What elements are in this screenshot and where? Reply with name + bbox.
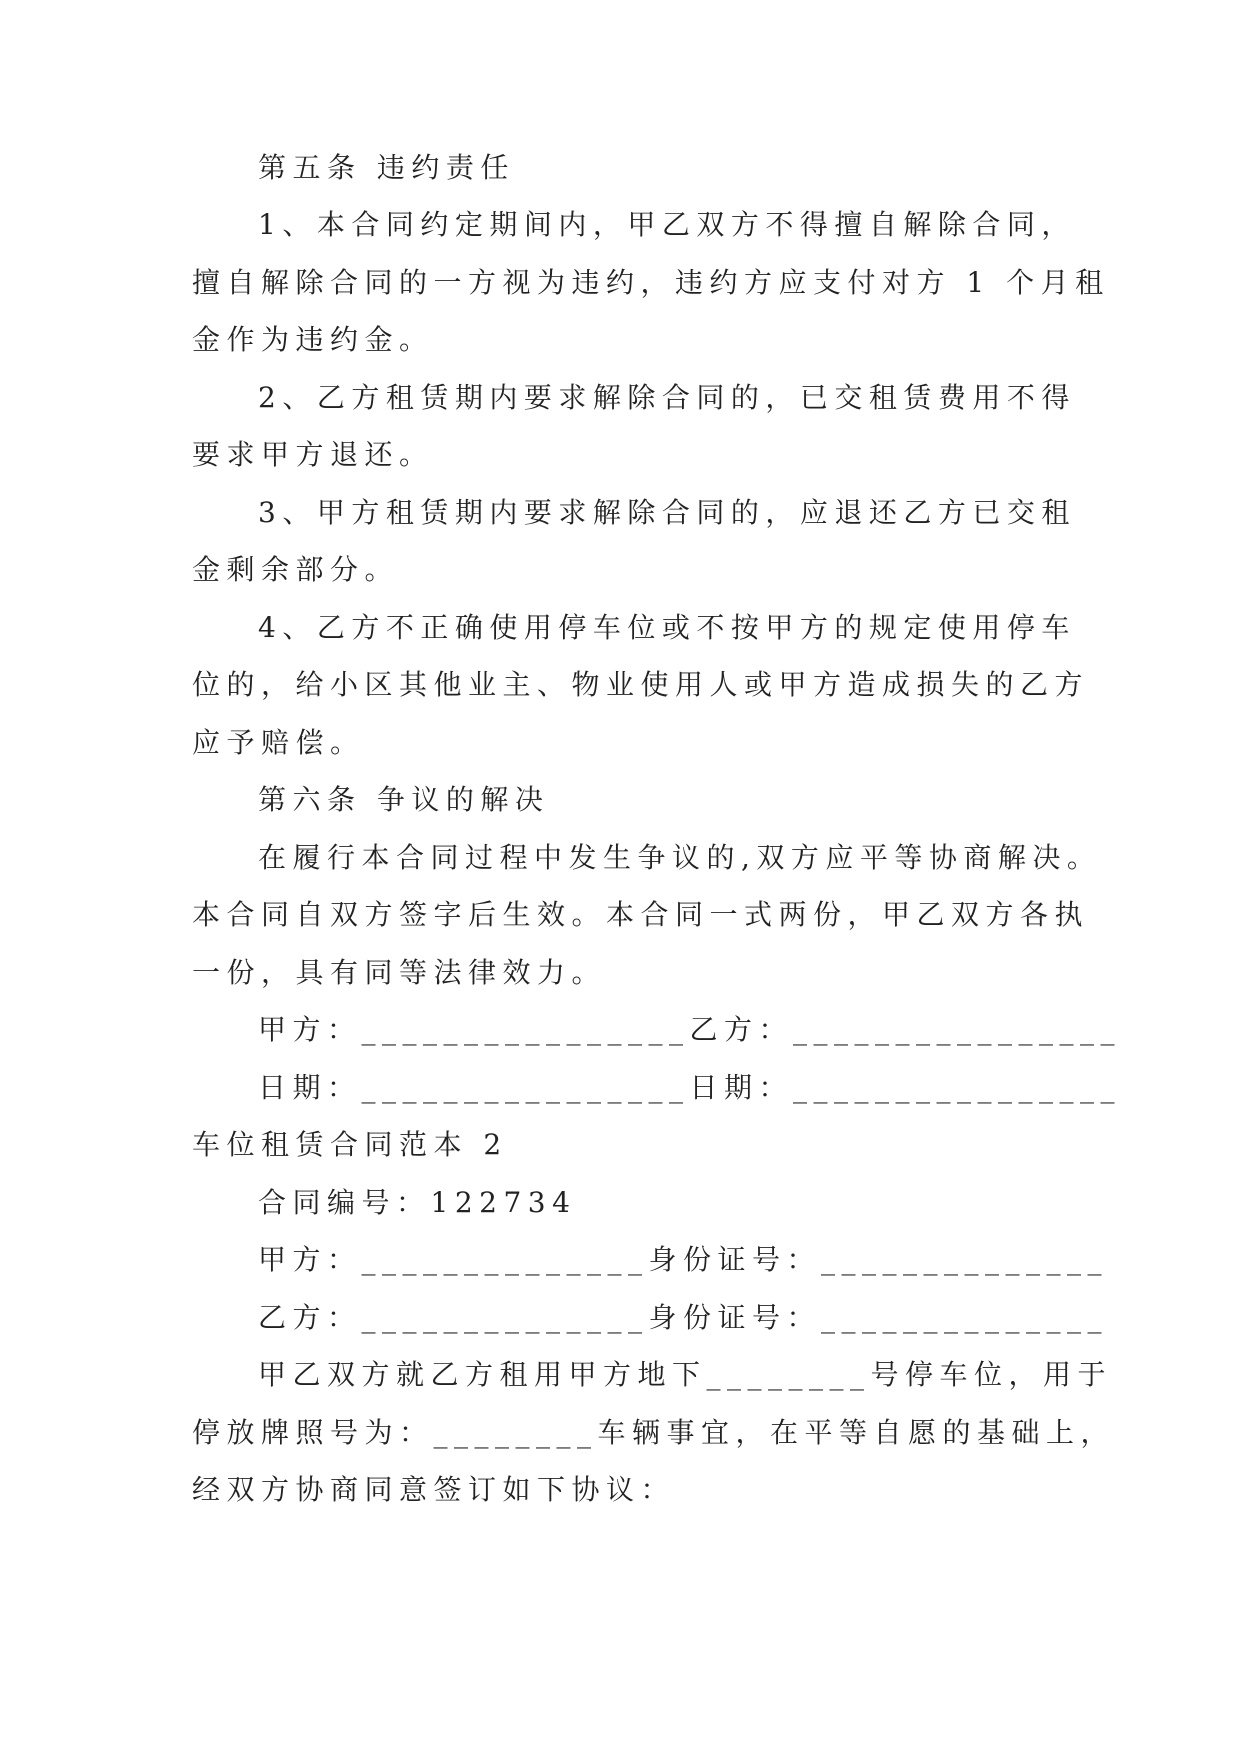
clause-5-2-line-1: 2、乙方租赁期内要求解除合同的，已交租赁费用不得 xyxy=(258,381,1076,414)
article-6-heading: 第六条 争议的解决 xyxy=(258,783,550,816)
article-6-line-1: 在履行本合同过程中发生争议的,双方应平等协商解决。 xyxy=(258,841,1102,874)
intro-line-3: 经双方协商同意签订如下协议： xyxy=(192,1473,676,1506)
clause-5-3-line-1: 3、甲方租赁期内要求解除合同的，应退还乙方已交租 xyxy=(258,496,1076,529)
article-6-line-3: 一份，具有同等法律效力。 xyxy=(192,956,607,989)
contract-number: 合同编号：122734 xyxy=(258,1186,577,1219)
clause-5-4-line-3: 应予赔偿。 xyxy=(192,726,365,759)
article-6-line-2: 本合同自双方签字后生效。本合同一式两份，甲乙双方各执 xyxy=(192,898,1090,931)
party-b-id-line: 乙方：______________身份证号：______________ xyxy=(258,1301,1109,1334)
clause-5-4-line-2: 位的，给小区其他业主、物业使用人或甲方造成损失的乙方 xyxy=(192,668,1090,701)
clause-5-4-line-1: 4、乙方不正确使用停车位或不按甲方的规定使用停车 xyxy=(258,611,1076,644)
intro-line-2: 停放牌照号为：________车辆事宜，在平等自愿的基础上， xyxy=(192,1416,1116,1449)
signature-party-line: 甲方：________________乙方：________________ xyxy=(258,1013,1122,1046)
clause-5-3-line-2: 金剩余部分。 xyxy=(192,553,400,586)
clause-5-1-line-2: 擅自解除合同的一方视为违约，违约方应支付对方 1 个月租 xyxy=(192,266,1110,299)
template-2-title: 车位租赁合同范本 2 xyxy=(192,1128,508,1161)
party-a-id-line: 甲方：______________身份证号：______________ xyxy=(258,1243,1109,1276)
signature-date-line: 日期：________________日期：________________ xyxy=(258,1071,1122,1104)
intro-line-1: 甲乙双方就乙方租用甲方地下________号停车位，用于 xyxy=(258,1358,1113,1391)
clause-5-2-line-2: 要求甲方退还。 xyxy=(192,438,434,471)
article-5-heading: 第五条 违约责任 xyxy=(258,151,515,184)
clause-5-1-line-1: 1、本合同约定期间内，甲乙双方不得擅自解除合同， xyxy=(258,208,1076,241)
clause-5-1-line-3: 金作为违约金。 xyxy=(192,323,434,356)
